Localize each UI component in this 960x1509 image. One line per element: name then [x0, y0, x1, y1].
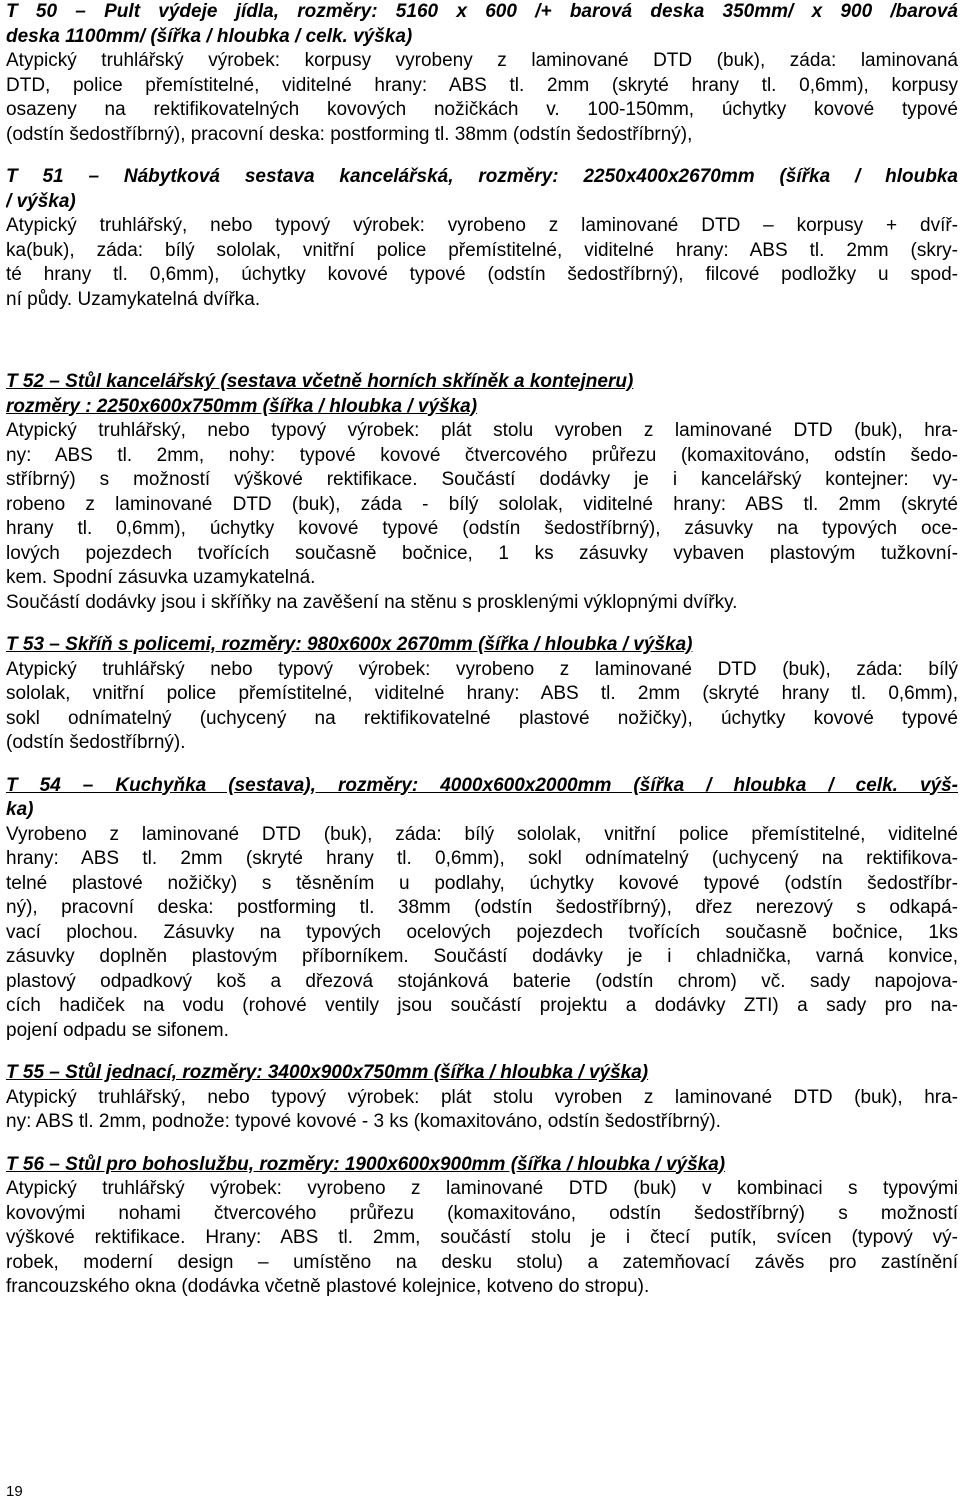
title-line: T 52 – Stůl kancelářský (sestava včetně horních skříněk a kontejneru)	[6, 371, 634, 392]
section-title	[6, 633, 958, 658]
section-body	[6, 658, 958, 756]
page-number: 19	[6, 1483, 23, 1500]
body-line: robeno z laminované DTD (buk), záda - bílý sololak, viditelné hrany: ABS tl. 2mm (skryté	[6, 493, 958, 515]
body-line: ní půdy. Uzamykatelná dvířka.	[6, 288, 261, 310]
body-line: Atypický truhlářský, nebo typový výrobek: plát stolu vyroben z laminované DTD (buk), hra-	[6, 420, 958, 441]
section-t54	[6, 774, 958, 1044]
body-line: francouzského okna (dodávka včetně plastové kolejnice, kotveno do stropu).	[6, 1276, 650, 1297]
body-line: Atypický truhlářský nebo typový výrobek: vyrobeno z laminované DTD (buk), záda: bílý	[6, 658, 958, 680]
section-t50	[6, 0, 958, 147]
body-line: ka(buk), záda: bílý sololak, vnitřní police přemístitelné, viditelné hrany: ABS tl. 2mm (skry-	[6, 239, 958, 261]
body-line: ny: ABS tl. 2mm, nohy: typové kovové čtvercového průřezu (komaxitováno, odstín šedo-	[6, 444, 958, 466]
title-line: / výška)	[6, 190, 76, 212]
body-line: kem. Spodní zásuvka uzamykatelná.	[6, 567, 316, 588]
body-line: Atypický truhlářský výrobek: korpusy vyrobeny z laminované DTD (buk), záda: laminovaná	[6, 50, 958, 71]
body-line: sokl odnímatelný (uchycený na rektifikovatelné plastové nožičky), úchytky kovové typové	[6, 707, 958, 729]
body-line: telné plastové nožičky) s těsněním u podlahy, úchytky kovové typové (odstín šedostříbr-	[6, 872, 958, 894]
section-title	[6, 774, 958, 823]
section-body	[6, 214, 958, 312]
body-line: ny: ABS tl. 2mm, podnože: typové kovové - 3 ks (komaxitováno, odstín šedostříbrný).	[6, 1111, 721, 1132]
title-line: deska 1100mm/ (šířka / hloubka / celk. výška)	[6, 25, 413, 47]
document-page	[6, 0, 958, 1300]
section-title	[6, 370, 958, 419]
section-title	[6, 165, 958, 214]
body-line: lových pojezdech tvořících současně bočnice, 1 ks zásuvky vybaven plastovým tužkovní-	[6, 542, 958, 564]
body-line: DTD, police přemístitelné, viditelné hrany: ABS tl. 2mm (skryté hrany tl. 0,6mm), korpusy	[6, 74, 958, 96]
section-t53	[6, 633, 958, 756]
title-line: T 50 – Pult výdeje jídla, rozměry: 5160 x 600 /+ barová deska 350mm/ x 900 /barová	[6, 1, 958, 22]
body-line: stříbrný) s možností výškové rektifikace. Součástí dodávky je i kancelářský kontejner: vy-	[6, 469, 958, 490]
body-line: plastový odpadkový koš a dřezová stojánková baterie (odstín chrom) vč. sady napojova-	[6, 970, 958, 992]
spacer	[6, 147, 958, 165]
body-line: sololak, vnitřní police přemístitelné, viditelné hrany: ABS tl. 2mm (skryté hrany tl. 0,6mm),	[6, 683, 958, 704]
body-line: pojení odpadu se sifonem.	[6, 1019, 229, 1041]
title-line: T 54 – Kuchyňka (sestava), rozměry: 4000x600x2000mm (šířka / hloubka / celk. výš-	[6, 774, 958, 796]
spacer	[6, 1043, 958, 1061]
title-line: rozměry : 2250x600x750mm (šířka / hloubka / výška)	[6, 395, 478, 417]
body-line: ný), pracovní deska: postforming tl. 38mm (odstín šedostříbrný), dřez nerezový s odkapá-	[6, 897, 958, 918]
body-line: Vyrobeno z laminované DTD (buk), záda: bílý sololak, vnitřní police přemístitelné, viditelné	[6, 823, 958, 845]
section-body	[6, 49, 958, 147]
body-line: Atypický truhlářský, nebo typový výrobek: vyrobeno z laminované DTD – korpusy + dvíř-	[6, 215, 958, 236]
spacer	[6, 312, 958, 370]
section-t56	[6, 1153, 958, 1300]
section-title	[6, 1153, 958, 1178]
section-body	[6, 1177, 958, 1300]
body-line: Atypický truhlářský výrobek: vyrobeno z laminované DTD (buk) v kombinaci s typovými	[6, 1178, 958, 1199]
body-line: výškové rektifikace. Hrany: ABS tl. 2mm, součástí stolu je i čtecí putík, svícen (typový vý-	[6, 1227, 958, 1248]
title-line: ka)	[6, 799, 34, 820]
title-line: T 53 – Skříň s policemi, rozměry: 980x600x 2670mm (šířka / hloubka / výška)	[6, 634, 693, 655]
body-line: (odstín šedostříbrný).	[6, 732, 186, 753]
section-body	[6, 1086, 958, 1135]
spacer	[6, 615, 958, 633]
section-t55	[6, 1061, 958, 1135]
title-line: T 51 – Nábytková sestava kancelářská, rozměry: 2250x400x2670mm (šířka / hloubka	[6, 166, 958, 187]
body-line: vací plochou. Zásuvky na typových ocelových pojezdech tvořících současně bočnice, 1ks	[6, 921, 958, 943]
body-line: kovovými nohami čtvercového průřezu (komaxitováno, odstín šedostříbrný) s možností	[6, 1202, 958, 1224]
spacer	[6, 1135, 958, 1153]
body-line: cích hadiček na vodu (rohové ventily jsou součástí projektu a dodávky ZTI) a sady pro na-	[6, 995, 958, 1016]
body-line: hrany tl. 0,6mm), úchytky kovové typové (odstín šedostříbrný), zásuvky na typových oce-	[6, 518, 958, 539]
body-line: Součástí dodávky jsou i skříňky na zavěšení na stěnu s prosklenými výklopnými dvířky.	[6, 591, 738, 613]
body-line: hrany: ABS tl. 2mm (skryté hrany tl. 0,6mm), sokl odnímatelný (uchycený na rektifikova-	[6, 848, 958, 869]
spacer	[6, 756, 958, 774]
title-line: T 55 – Stůl jednací, rozměry: 3400x900x750mm (šířka / hloubka / výška)	[6, 1062, 649, 1083]
section-t51	[6, 165, 958, 312]
section-title	[6, 0, 958, 49]
body-line: osazeny na rektifikovatelných kovových nožičkách v. 100-150mm, úchytky kovové typové	[6, 99, 958, 120]
body-line: Atypický truhlářský, nebo typový výrobek: plát stolu vyroben z laminované DTD (buk), hra-	[6, 1086, 958, 1108]
body-line: zásuvky doplněn plastovým příborníkem. Součástí dodávky je i chladnička, varná konvice,	[6, 946, 958, 967]
section-body	[6, 419, 958, 615]
section-t52	[6, 370, 958, 615]
title-line: T 56 – Stůl pro bohoslužbu, rozměry: 1900x600x900mm (šířka / hloubka / výška)	[6, 1153, 726, 1175]
section-body	[6, 823, 958, 1044]
body-line: té hrany tl. 0,6mm), úchytky kovové typové (odstín šedostříbrný), filcové podložky u spod-	[6, 264, 958, 285]
body-line: robek, moderní design – umístěno na desku stolu) a zatemňovací závěs pro zastínění	[6, 1251, 958, 1273]
body-line: (odstín šedostříbrný), pracovní deska: postforming tl. 38mm (odstín šedostříbrný),	[6, 123, 693, 145]
section-title	[6, 1061, 958, 1086]
